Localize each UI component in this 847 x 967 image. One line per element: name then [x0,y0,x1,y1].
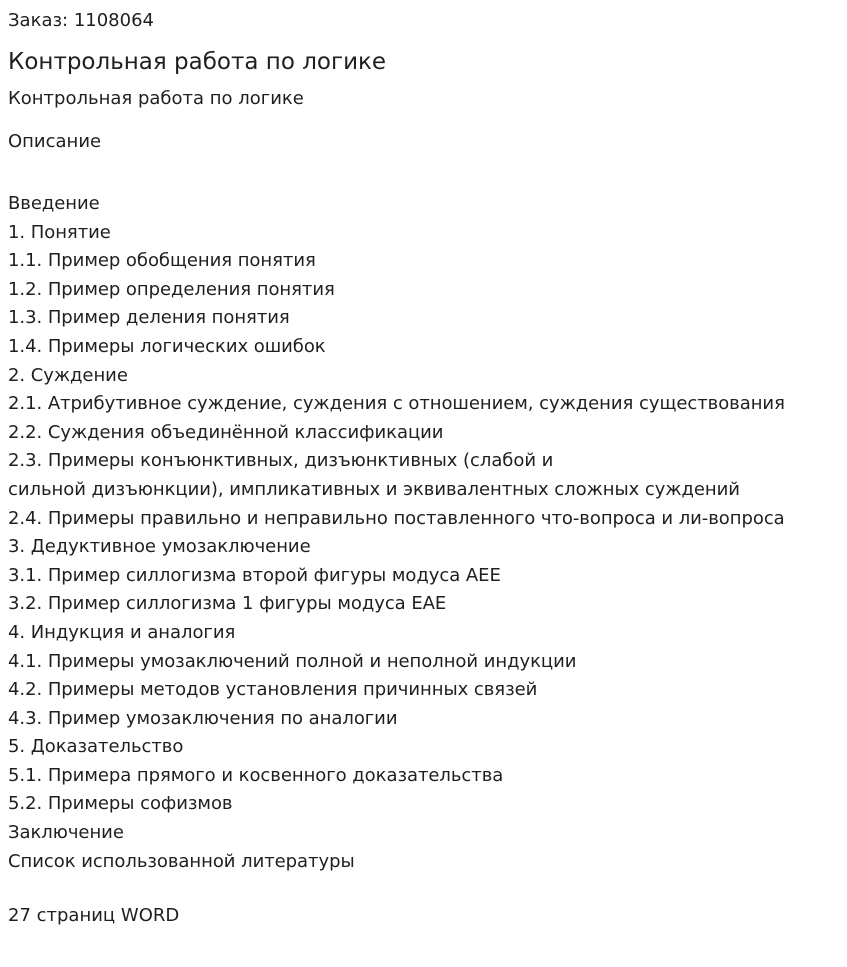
toc-item: 1.2. Пример определения понятия [8,278,335,300]
toc-item: сильной дизъюнкции), импликативных и эквивалентных сложных суждений [8,478,740,500]
order-number: Заказ: 1108064 [8,10,154,31]
toc-item: 2. Суждение [8,364,128,386]
toc-item: 1.3. Пример деления понятия [8,307,290,329]
page-count-note: 27 страниц WORD [8,905,180,926]
page-title: Контрольная работа по логике [8,49,387,75]
toc-item: 3.1. Пример силлогизма второй фигуры модуса АЕЕ [8,564,501,586]
toc-item: 5.1. Примера прямого и косвенного доказательства [8,764,504,786]
toc-item: 5. Доказательство [8,736,184,758]
toc-item: Список использованной литературы [8,850,355,872]
work-subtitle: Контрольная работа по логике [8,88,304,109]
toc-item: 1. Понятие [8,221,111,243]
toc-item: 4.3. Пример умозаключения по аналогии [8,707,398,729]
toc-item: 3. Дедуктивное умозаключение [8,536,311,558]
toc-item: Введение [8,193,100,214]
toc-item: 1.1. Пример обобщения понятия [8,250,316,272]
table-of-contents [8,190,785,876]
description-heading: Описание [8,131,102,152]
toc-item: 2.3. Примеры конъюнктивных, дизъюнктивных (слабой и [8,450,554,472]
toc-item: 4. Индукция и аналогия [8,621,236,643]
toc-item: Заключение [8,822,124,844]
toc-item: 5.2. Примеры софизмов [8,793,233,815]
toc-item: 3.2. Пример силлогизма 1 фигуры модуса ЕАЕ [8,593,447,615]
toc-item: 4.2. Примеры методов установления причинных связей [8,679,538,701]
toc-item: 2.1. Атрибутивное суждение, суждения с отношением, суждения существования [8,393,785,415]
toc-item: 1.4. Примеры логических ошибок [8,335,326,357]
toc-item: 4.1. Примеры умозаключений полной и неполной индукции [8,650,577,672]
toc-item: 2.4. Примеры правильно и неправильно поставленного что-вопроса и ли-вопроса [8,507,785,529]
toc-item: 2.2. Суждения объединённой классификации [8,421,444,443]
